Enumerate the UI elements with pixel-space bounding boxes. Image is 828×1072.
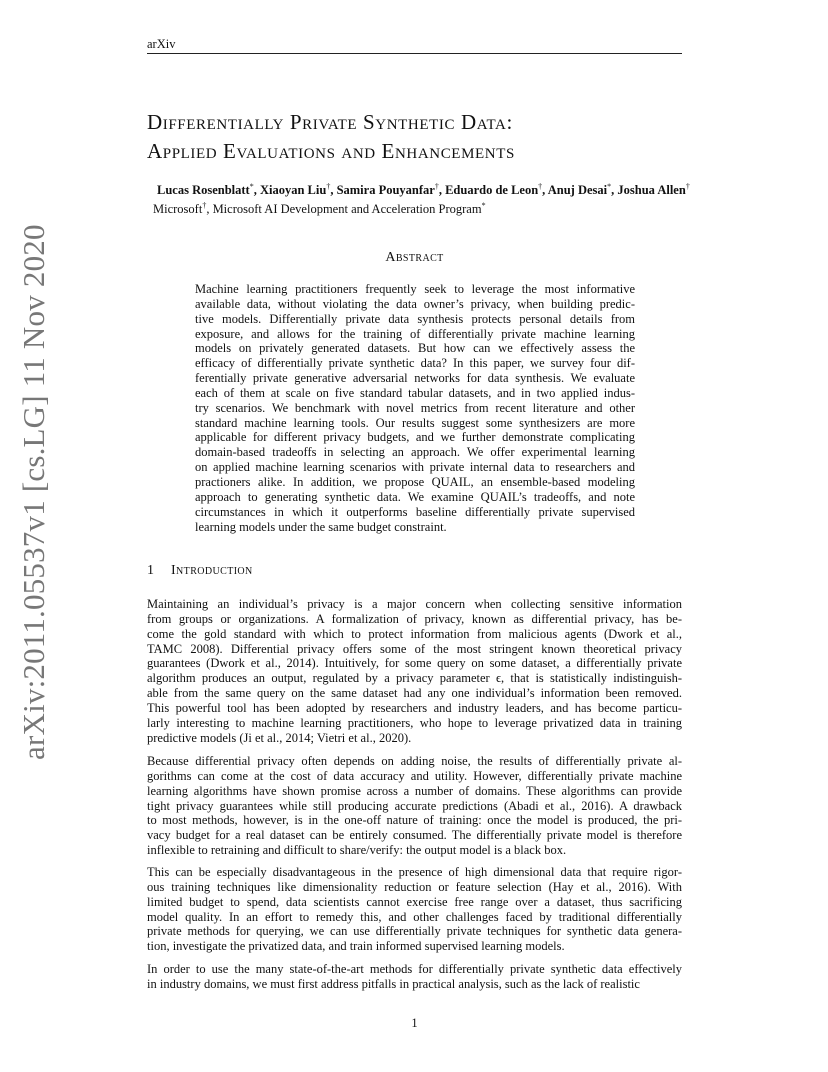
text-line: TAMC 2008). Differential privacy offers some of the most stringent known theoretical privacy	[147, 641, 682, 656]
text-line: applicable for different privacy budgets, and we further demonstrate complicating	[195, 430, 635, 445]
text-line: This powerful tool has been adopted by researchers and industry leaders, and has become particu-	[147, 700, 682, 715]
text-line: circumstances in which it outperforms baseline differentially private supervised	[195, 504, 635, 519]
body-paragraph	[147, 754, 682, 858]
text-line: from groups or organizations. A formalization of privacy, known as differential privacy, has be-	[147, 611, 682, 626]
text-line: larly interesting to machine learning practitioners, who hope to leverage privatized data in training	[147, 715, 682, 730]
text-line: approach to generating synthetic data. We examine QUAIL’s tradeoffs, and note	[195, 489, 635, 504]
affiliation-separator: ,	[206, 202, 213, 216]
text-line: predictive models (Ji et al., 2014; Vietri et al., 2020).	[147, 730, 412, 745]
text-line: on applied machine learning scenarios with private internal data to researchers and	[195, 460, 635, 475]
text-line: try scenarios. We benchmark with novel metrics from recent literature and other	[195, 400, 635, 415]
text-line: Because differential privacy often depends on adding noise, the results of differentially private al-	[147, 754, 682, 768]
section-number: 1	[147, 563, 155, 578]
text-line: practioners alike. In addition, we propose QUAIL, an ensemble-based modeling	[195, 474, 635, 489]
text-line: tive models. Differentially private data synthesis protects personal details from	[195, 311, 635, 326]
text-line: This can be especially disadvantageous in the presence of high dimensional data that require rigor-	[147, 865, 682, 879]
text-line: to most methods, however, is in the one-off nature of training: once the model is produced, the pri-	[147, 813, 682, 828]
text-line: learning algorithms have shown promise across a number of domains. These algorithms can provide	[147, 783, 682, 798]
running-header: arXiv	[147, 37, 176, 51]
abstract-heading: Abstract	[385, 250, 444, 265]
author-name: Lucas Rosenblatt	[157, 183, 250, 197]
text-line: model quality. In an effort to remedy this, and other challenges faced by traditional differentially	[147, 909, 682, 924]
text-line: models on privately generated datasets. But how can we effectively assess the	[195, 341, 635, 356]
abstract-body	[195, 282, 635, 534]
author-mark: †	[685, 182, 690, 191]
author-name: Xiaoyan Liu	[259, 183, 327, 197]
text-line: Machine learning practitioners frequently seek to leverage the most informative	[195, 282, 635, 296]
text-line: algorithm produces an output, regulated by a privacy parameter ϵ, that is statistically indistinguish-	[147, 671, 682, 686]
author-name: Eduardo de Leon	[445, 183, 539, 197]
text-line: able from the same query on the same dataset had any one individual’s information been removed.	[147, 686, 682, 701]
title-line: Applied Evaluations and Enhancements	[147, 139, 515, 163]
body-paragraph	[147, 962, 682, 992]
text-line: private methods for querying, we can use differentially private techniques for synthetic data genera-	[147, 924, 682, 939]
text-line: In order to use the many state-of-the-art methods for differentially private synthetic data effectively	[147, 962, 682, 976]
author-name: Samira Pouyanfar	[336, 183, 435, 197]
paper-title	[147, 108, 707, 166]
text-line: available data, without violating the data owner’s privacy, when building predic-	[195, 296, 635, 311]
text-line: ferentially private generative adversarial networks for data synthesis. We evaluate	[195, 371, 635, 386]
author-mark: *	[607, 182, 612, 191]
body-paragraph	[147, 865, 682, 954]
author-mark: †	[434, 182, 439, 191]
author-mark: †	[326, 182, 331, 191]
text-line: in industry domains, we must first address pitfalls in practical analysis, such as the lack of realistic	[147, 976, 640, 991]
text-line: come the gold standard with which to protect information from malicious agents (Dwork et al.,	[147, 626, 682, 641]
affiliation-name: Microsoft AI Development and Acceleration Program	[212, 202, 482, 216]
title-line: Differentially Private Synthetic Data:	[147, 110, 513, 134]
text-line: guarantees (Dwork et al., 2014). Intuitively, for some query on some dataset, a differentially private	[147, 656, 682, 671]
text-line: Maintaining an individual’s privacy is a major concern when collecting sensitive information	[147, 597, 682, 611]
text-line: tion, investigate the privatized data, and train informed supervised learning models.	[147, 939, 565, 954]
author-mark: *	[249, 182, 254, 191]
text-line: efficacy of differentially private synthetic data? In this paper, we survey four dif-	[195, 356, 635, 371]
header-rule	[147, 53, 682, 54]
affiliation-mark: *	[481, 201, 486, 210]
affiliation-name: Microsoft	[153, 202, 203, 216]
page-number: 1	[411, 1016, 418, 1030]
author-list: Lucas Rosenblatt*, Xiaoyan Liu†, Samira Pouyanfar†, Eduardo de Leon†, Anuj Desai*, Joshua Allen†	[157, 182, 690, 197]
text-line: standard machine learning tools. Our results suggest some synthesizers are more	[195, 415, 635, 430]
text-line: exposure, and allows for the training of differentially private machine learning	[195, 326, 635, 341]
text-line: each of them at scale on five standard tabular datasets, and in two applied indus-	[195, 385, 635, 400]
arxiv-sidebar-stamp: arXiv:2011.05537v1 [cs.LG] 11 Nov 2020	[16, 224, 51, 760]
text-line: domain-based tradeoffs in selecting an approach. We offer experimental learning	[195, 445, 635, 460]
author-name: Anuj Desai	[547, 183, 608, 197]
author-name: Joshua Allen	[617, 183, 686, 197]
body-paragraph	[147, 597, 682, 745]
text-line: limited budget to spend, data scientists cannot exercise free range over a dataset, thus sacrificing	[147, 894, 682, 909]
text-line: tight privacy guarantees while still producing accurate predictions (Abadi et al., 2016). A drawback	[147, 798, 682, 813]
text-line: vacy budget for a real dataset can be entirely consumed. The differentially private model is therefore	[147, 828, 682, 843]
text-line: inflexible to retraining and difficult to share/verify: the output model is a black box.	[147, 843, 567, 858]
text-line: learning models under the same budget constraint.	[195, 519, 447, 534]
text-line: ous training techniques like dimensionality reduction or feature selection (Hay et al., 2016). With	[147, 879, 682, 894]
text-line: gorithms can come at the cost of data accuracy and utility. However, differentially private machine	[147, 768, 682, 783]
affiliation-mark: †	[202, 201, 207, 210]
affiliations	[153, 201, 753, 217]
section-title: Introduction	[171, 563, 253, 578]
author-mark: †	[538, 182, 543, 191]
section-heading	[147, 563, 682, 579]
